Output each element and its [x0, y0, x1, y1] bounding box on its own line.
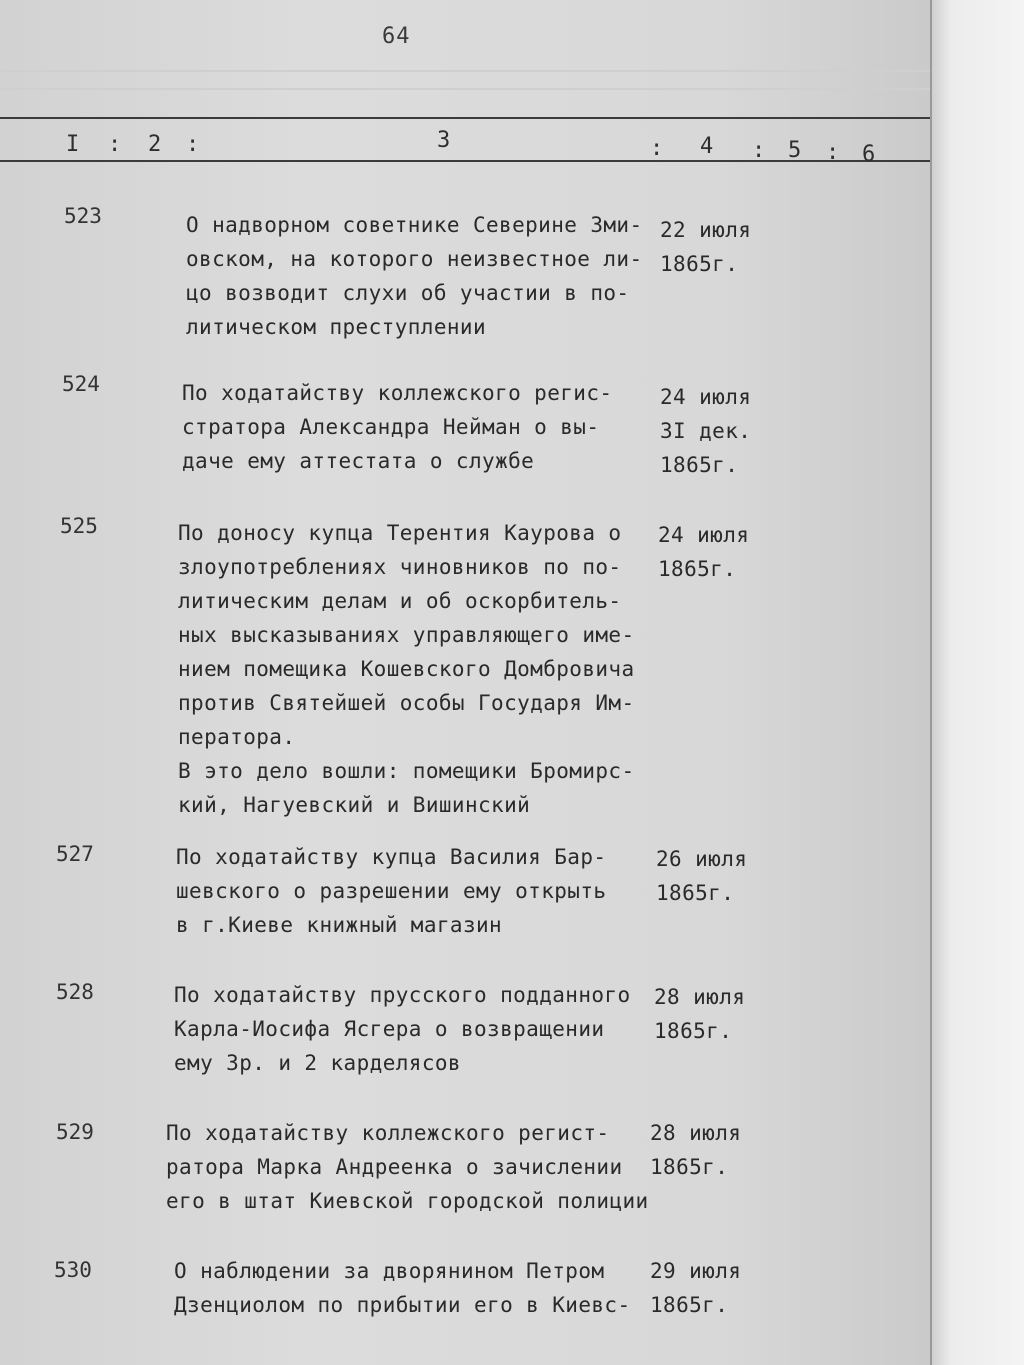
entry-text-line: ему 3р. и 2 карделясов [174, 1051, 461, 1075]
entry-text-line: нием помещика Кошевского Домбровича [178, 657, 635, 681]
entry-text-line: О надворном советнике Северине Зми- [186, 213, 643, 237]
column-header-1: I [66, 132, 80, 157]
entry-text-line: в г.Киеве книжный магазин [176, 913, 503, 937]
entry-number: 530 [54, 1258, 92, 1282]
entry-date [650, 1116, 741, 1184]
column-header-5: 5 [788, 138, 802, 163]
entry-text-line: литическом преступлении [186, 315, 486, 339]
entry-text-line: даче ему аттестата о службе [182, 449, 535, 473]
entry-date-line: 1865г. [654, 1019, 733, 1043]
faint-rule [0, 70, 930, 72]
entry-text-line: ратора Марка Андреенка о зачислении [166, 1155, 623, 1179]
entry-description [178, 516, 635, 822]
page-number: 64 [382, 24, 411, 49]
column-separator: : [826, 140, 840, 165]
entry-description [174, 978, 631, 1080]
entry-text-line: По ходатайству коллежского регис- [182, 381, 613, 405]
entry-date [650, 1254, 741, 1322]
entry-number: 525 [60, 514, 98, 538]
column-header-2: 2 [148, 132, 162, 157]
entry-date-line: 1865г. [658, 557, 737, 581]
entry-date [660, 380, 751, 482]
entry-date-line: 1865г. [656, 881, 735, 905]
entry-date-line: 22 июля [660, 218, 752, 242]
column-separator: : [752, 138, 766, 163]
entry-number: 529 [56, 1120, 94, 1144]
entry-text-line: В это дело вошли: помещики Бромирс- [178, 759, 635, 783]
entry-text-line: против Святейшей особы Государя Им- [178, 691, 635, 715]
entry-text-line: его в штат Киевской городской полиции [166, 1189, 649, 1213]
entry-text-line: цо возводит слухи об участии в по- [186, 281, 630, 305]
entry-description [174, 1254, 631, 1322]
entry-text-line: ператора. [178, 725, 296, 749]
entry-date-line: 24 июля [660, 385, 752, 409]
entry-text-line: По доносу купца Терентия Каурова о [178, 521, 622, 545]
entry-text-line: шевского о разрешении ему открыть [176, 879, 607, 903]
entry-description [182, 376, 612, 478]
entry-description [176, 840, 606, 942]
entry-number: 528 [56, 980, 94, 1004]
entry-date-line: 24 июля [658, 523, 750, 547]
entry-date [660, 213, 751, 281]
column-separator: : [650, 136, 664, 161]
entry-text-line: ных высказываниях управляющего име- [178, 623, 635, 647]
entry-text-line: По ходатайству прусского подданного [174, 983, 631, 1007]
column-header-4: 4 [700, 134, 714, 159]
entry-date-line: 1865г. [650, 1155, 729, 1179]
page-edge [930, 0, 1024, 1365]
entry-text-line: Карла-Иосифа Ясгера о возвращении [174, 1017, 605, 1041]
entry-number: 523 [64, 204, 102, 228]
entry-text-line: овском, на которого неизвестное ли- [186, 247, 643, 271]
entry-date-line: 1865г. [650, 1293, 729, 1317]
entry-date-line: 28 июля [654, 985, 746, 1009]
entry-description [166, 1116, 649, 1218]
entry-date [656, 842, 747, 910]
entry-text-line: По ходатайству коллежского регист- [166, 1121, 610, 1145]
entry-date [654, 980, 745, 1048]
entry-number: 524 [62, 372, 100, 396]
entry-text-line: По ходатайству купца Василия Бар- [176, 845, 607, 869]
entry-description [186, 208, 643, 344]
column-header-6: 6 [862, 142, 876, 167]
entry-date [658, 518, 749, 586]
entry-date-line: 1865г. [660, 252, 739, 276]
column-header-3: 3 [437, 128, 451, 153]
entry-text-line: литическим делам и об оскорбитель- [178, 589, 622, 613]
entry-date-line: 28 июля [650, 1121, 742, 1145]
entry-text-line: кий, Нагуевский и Вишинский [178, 793, 531, 817]
entry-text-line: злоупотреблениях чиновников по по- [178, 555, 622, 579]
entry-date-line: 1865г. [660, 453, 739, 477]
entry-date-line: 26 июля [656, 847, 748, 871]
entry-text-line: Дзенциолом по прибытии его в Киевс- [174, 1293, 631, 1317]
faint-rule [0, 88, 930, 90]
entry-date-line: 29 июля [650, 1259, 742, 1283]
header-rule-top [0, 117, 930, 119]
entry-date-line: 3I дек. [660, 419, 752, 443]
entry-number: 527 [56, 842, 94, 866]
column-separator: : [108, 132, 122, 157]
column-separator: : [186, 132, 200, 157]
entry-text-line: О наблюдении за дворянином Петром [174, 1259, 605, 1283]
entry-text-line: стратора Александра Нейман о вы- [182, 415, 600, 439]
